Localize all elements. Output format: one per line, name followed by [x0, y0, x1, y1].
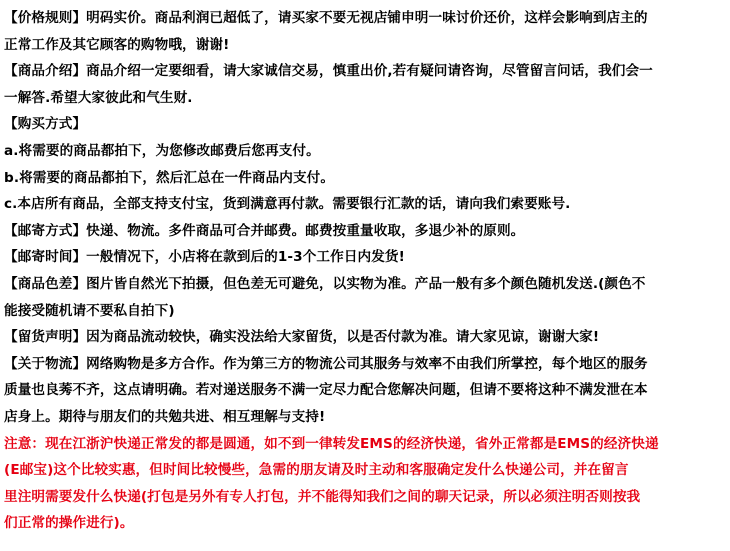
warning-line-2: (E邮宝)这个比较实惠，但时间比较慢些，急需的朋友请及时主动和客服确定发什么快递公司，并在留言 [4, 462, 629, 479]
price-rule-line-2: 正常工作及其它顾客的购物哦，谢谢! [4, 36, 230, 53]
purchase-method-heading: 【购买方式】 [4, 116, 87, 133]
price-rule-line-1: 【价格规则】明码实价。商品利润已超低了，请买家不要无视店铺申明一味讨价还价，这样会影响到店主的 [4, 10, 648, 26]
color-difference-line-1: 【商品色差】图片皆自然光下拍摄，但色差无可避免，以实物为准。产品一般有多个颜色随机发送.(颜色不 [4, 275, 646, 292]
logistics-line-2: 质量也良莠不齐，这点请明确。若对递送服务不满一定尽力配合您解决问题，但请不要将这种不满发泄在本 [4, 382, 648, 399]
warning-line-3: 里注明需要发什么快递(打包是另外有专人打包，并不能得知我们之间的聊天记录，所以必须注明否则按我 [4, 488, 641, 505]
shop-policy-notice [4, 5, 727, 537]
product-intro-line-2: 一解答.希望大家彼此和气生财. [4, 89, 193, 106]
warning-line-1: 注意：现在江浙沪快递正常发的都是圆通，如不到一律转发EMS的经济快递，省外正常都是EMS的经济快递 [4, 435, 659, 452]
hold-statement-line: 【留货声明】因为商品流动较快，确实没法给大家留货，以是否付款为准。请大家见谅，谢谢大家! [4, 329, 600, 346]
color-difference-line-2: 能接受随机请不要私自拍下) [4, 302, 175, 319]
shipping-method-line: 【邮寄方式】快递、物流。多件商品可合并邮费。邮费按重量收取，多退少补的原则。 [4, 222, 525, 239]
purchase-method-b: b.将需要的商品都拍下，然后汇总在一件商品内支付。 [4, 169, 335, 186]
product-intro-line-1: 【商品介绍】商品介绍一定要细看，请大家诚信交易，慎重出价,若有疑问请咨询，尽管留言问话，我们会一 [4, 63, 653, 80]
logistics-line-3: 店身上。期待与朋友们的共勉共进、相互理解与支持! [4, 408, 326, 425]
logistics-line-1: 【关于物流】网络购物是多方合作。作为第三方的物流公司其服务与效率不由我们所掌控，每个地区的服务 [4, 355, 648, 372]
shipping-time-line: 【邮寄时间】一般情况下，小店将在款到后的1-3个工作日内发货! [4, 249, 405, 266]
purchase-method-c: c.本店所有商品，全部支持支付宝，货到满意再付款。需要银行汇款的话，请向我们索要账号. [4, 196, 571, 213]
warning-line-4: 们正常的操作进行)。 [4, 515, 134, 532]
purchase-method-a: a.将需要的商品都拍下，为您修改邮费后您再支付。 [4, 142, 320, 159]
